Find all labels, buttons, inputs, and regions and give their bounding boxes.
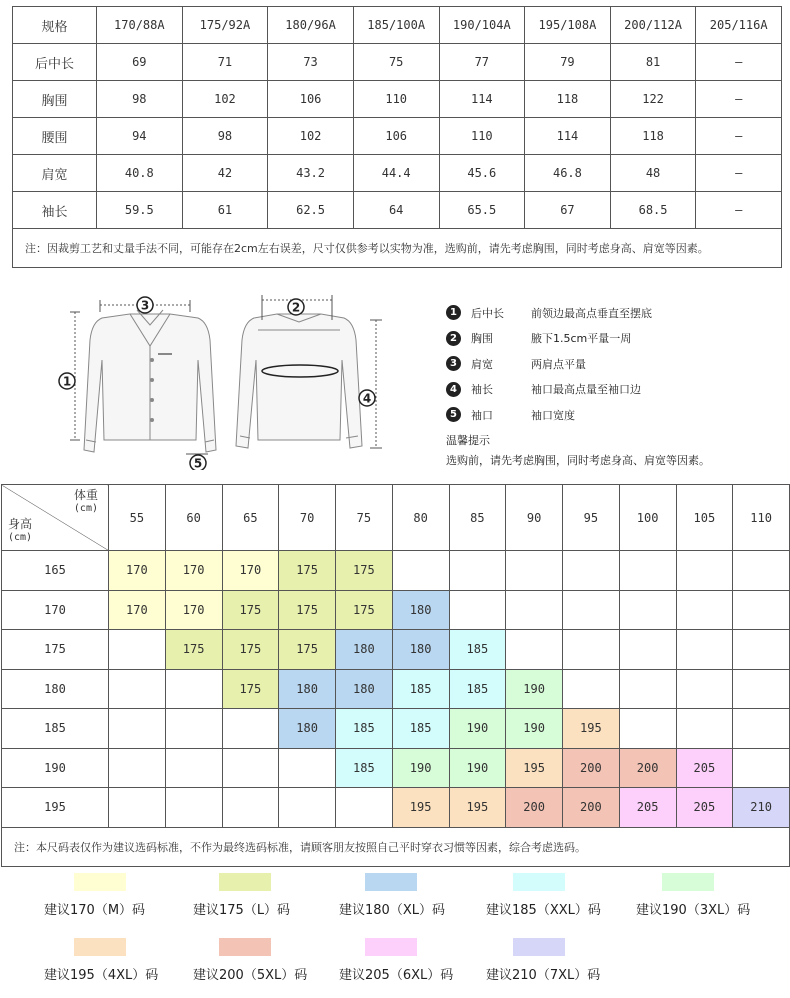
measure-cell: 65.5 xyxy=(439,192,525,229)
size-color-swatch xyxy=(365,938,417,956)
measure-cell: 102 xyxy=(182,81,268,118)
measurement-table xyxy=(12,6,782,268)
svg-text:5: 5 xyxy=(193,456,203,470)
size-cell: 205 xyxy=(619,788,676,828)
size-cell: 175 xyxy=(222,590,279,630)
legend-number-badge: 1 xyxy=(446,305,461,320)
size-color-swatch xyxy=(74,938,126,956)
size-spec-header: 180/96A xyxy=(268,7,354,44)
measure-cell: 73 xyxy=(268,44,354,81)
measure-cell: 77 xyxy=(439,44,525,81)
size-color-label: 建议205（6XL）码 xyxy=(339,968,454,983)
size-row xyxy=(2,709,790,749)
measure-cell: 67 xyxy=(525,192,611,229)
size-cell: 180 xyxy=(279,709,336,749)
size-cell: 175 xyxy=(279,551,336,591)
height-header: 170 xyxy=(2,590,109,630)
height-header: 165 xyxy=(2,551,109,591)
weight-header: 100 xyxy=(619,485,676,551)
legend-number-badge: 2 xyxy=(446,331,461,346)
measure-cell: 69 xyxy=(97,44,183,81)
size-row xyxy=(2,551,790,591)
size-cell: 205 xyxy=(676,788,733,828)
legend-number-badge: 4 xyxy=(446,382,461,397)
measure-cell: 43.2 xyxy=(268,155,354,192)
size-cell: 170 xyxy=(222,551,279,591)
front-shirt-drawing xyxy=(84,310,216,452)
legend-item xyxy=(446,326,652,352)
size-cell: 175 xyxy=(222,630,279,670)
measure-row-label: 腰围 xyxy=(13,118,97,155)
measure-cell: 106 xyxy=(268,81,354,118)
measure-cell: 71 xyxy=(182,44,268,81)
legend-description: 袖口最高点量至袖口边 xyxy=(531,383,641,397)
size-cell xyxy=(733,551,790,591)
size-cell: 185 xyxy=(449,669,506,709)
size-cell xyxy=(222,748,279,788)
legend-name: 后中长 xyxy=(471,306,504,320)
size-cell xyxy=(449,590,506,630)
measure-cell: 46.8 xyxy=(525,155,611,192)
size-cell: 195 xyxy=(392,788,449,828)
measure-row-label: 后中长 xyxy=(13,44,97,81)
size-cell xyxy=(733,709,790,749)
size-spec-header: 175/92A xyxy=(182,7,268,44)
size-cell xyxy=(733,669,790,709)
legend-description: 腋下1.5cm平量一周 xyxy=(531,332,632,346)
measure-cell: 42 xyxy=(182,155,268,192)
size-cell: 210 xyxy=(733,788,790,828)
measure-cell: 40.8 xyxy=(97,155,183,192)
marker-2 xyxy=(288,299,304,315)
size-row xyxy=(2,669,790,709)
measure-row xyxy=(13,192,782,229)
size-chart-note: 注：本尺码表仅作为建议选码标准，不作为最终选码标准，请顾客朋友按照自己平时穿衣习惯等因素，综合考虑选码。 xyxy=(2,827,790,866)
size-cell xyxy=(336,788,393,828)
legend-item xyxy=(446,300,652,326)
size-cell: 200 xyxy=(506,788,563,828)
svg-text:4: 4 xyxy=(362,391,372,406)
measure-cell: 59.5 xyxy=(97,192,183,229)
size-spec-header: 185/100A xyxy=(353,7,439,44)
weight-header: 105 xyxy=(676,485,733,551)
size-recommendation-table xyxy=(1,484,790,867)
size-cell: 205 xyxy=(676,748,733,788)
size-color-swatch xyxy=(513,938,565,956)
size-color-swatch xyxy=(219,938,271,956)
measure-cell: 64 xyxy=(353,192,439,229)
legend-item xyxy=(446,377,652,403)
size-cell xyxy=(676,590,733,630)
size-cell xyxy=(165,788,222,828)
size-color-swatch xyxy=(74,873,126,891)
size-spec-header: 170/88A xyxy=(97,7,183,44)
size-cell xyxy=(506,630,563,670)
legend-name: 胸围 xyxy=(471,332,493,346)
size-cell xyxy=(563,551,620,591)
weight-header: 75 xyxy=(336,485,393,551)
size-cell xyxy=(619,590,676,630)
size-color-label: 建议190（3XL）码 xyxy=(636,903,751,918)
legend-description: 前领边最高点垂直至摆底 xyxy=(531,306,652,320)
size-spec-header: 205/116A xyxy=(696,7,782,44)
marker-4 xyxy=(359,390,375,406)
marker-1 xyxy=(59,373,75,389)
measure-cell: 45.6 xyxy=(439,155,525,192)
measure-header-row xyxy=(13,7,782,44)
warm-tip-text: 选购前，请先考虑胸围，同时考虑身高、肩宽等因素。 xyxy=(446,454,710,467)
size-cell xyxy=(392,551,449,591)
measure-cell: 81 xyxy=(610,44,696,81)
size-cell: 170 xyxy=(109,551,166,591)
measure-cell: — xyxy=(696,44,782,81)
size-cell: 180 xyxy=(336,630,393,670)
measure-cell: 94 xyxy=(97,118,183,155)
height-axis-label: 身高 xyxy=(8,517,33,531)
weight-header: 110 xyxy=(733,485,790,551)
height-header: 195 xyxy=(2,788,109,828)
legend-name: 肩宽 xyxy=(471,357,493,371)
size-cell: 190 xyxy=(392,748,449,788)
measure-cell: 122 xyxy=(610,81,696,118)
size-cell xyxy=(165,748,222,788)
warm-tip-title: 温馨提示 xyxy=(446,434,490,447)
size-cell: 175 xyxy=(279,630,336,670)
size-color-label: 建议170（M）码 xyxy=(44,903,146,918)
measure-cell: 118 xyxy=(525,81,611,118)
size-color-label: 建议200（5XL）码 xyxy=(193,968,308,983)
size-cell: 170 xyxy=(165,590,222,630)
size-color-label: 建议175（L）码 xyxy=(193,903,291,918)
size-color-label: 建议210（7XL）码 xyxy=(486,968,601,983)
measure-cell: 44.4 xyxy=(353,155,439,192)
size-cell: 185 xyxy=(392,709,449,749)
axis-corner-cell xyxy=(2,485,109,551)
measure-row xyxy=(13,81,782,118)
weight-header: 80 xyxy=(392,485,449,551)
size-cell xyxy=(506,551,563,591)
size-row xyxy=(2,630,790,670)
size-cell: 190 xyxy=(449,748,506,788)
measure-cell: 98 xyxy=(182,118,268,155)
measure-cell: 68.5 xyxy=(610,192,696,229)
legend-description: 袖口宽度 xyxy=(531,408,575,422)
size-color-label: 建议180（XL）码 xyxy=(339,903,445,918)
size-cell xyxy=(506,590,563,630)
size-cell xyxy=(676,551,733,591)
weight-header: 95 xyxy=(563,485,620,551)
size-color-swatch xyxy=(662,873,714,891)
size-spec-header: 200/112A xyxy=(610,7,696,44)
size-cell: 170 xyxy=(165,551,222,591)
measure-cell: — xyxy=(696,192,782,229)
size-cell xyxy=(733,590,790,630)
legend-item xyxy=(446,351,652,377)
size-cell xyxy=(109,748,166,788)
size-cell: 190 xyxy=(506,669,563,709)
size-cell: 185 xyxy=(449,630,506,670)
size-cell: 175 xyxy=(222,669,279,709)
measure-cell: 110 xyxy=(439,118,525,155)
size-cell: 175 xyxy=(336,590,393,630)
weight-header: 85 xyxy=(449,485,506,551)
svg-text:2: 2 xyxy=(291,300,301,315)
size-cell xyxy=(619,551,676,591)
size-cell: 200 xyxy=(619,748,676,788)
size-cell: 190 xyxy=(449,709,506,749)
weight-header: 70 xyxy=(279,485,336,551)
measure-cell: 114 xyxy=(525,118,611,155)
size-cell xyxy=(109,709,166,749)
size-cell xyxy=(279,788,336,828)
size-cell xyxy=(619,709,676,749)
size-cell xyxy=(676,709,733,749)
measure-cell: — xyxy=(696,81,782,118)
measure-row-label: 袖长 xyxy=(13,192,97,229)
size-cell xyxy=(619,630,676,670)
measure-row xyxy=(13,118,782,155)
measure-cell: — xyxy=(696,155,782,192)
weight-header: 55 xyxy=(109,485,166,551)
size-color-swatch xyxy=(365,873,417,891)
marker-5 xyxy=(190,455,206,470)
size-cell xyxy=(563,669,620,709)
size-cell: 195 xyxy=(506,748,563,788)
back-shirt-drawing xyxy=(236,314,362,448)
measure-cell: 75 xyxy=(353,44,439,81)
size-cell: 185 xyxy=(336,748,393,788)
size-cell xyxy=(109,788,166,828)
size-color-swatch xyxy=(513,873,565,891)
measure-cell: 114 xyxy=(439,81,525,118)
measure-cell: 110 xyxy=(353,81,439,118)
size-row xyxy=(2,748,790,788)
legend-number-badge: 5 xyxy=(446,407,461,422)
size-header-row xyxy=(2,485,790,551)
measure-cell: 79 xyxy=(525,44,611,81)
size-cell: 180 xyxy=(336,669,393,709)
weight-unit: (cm) xyxy=(73,503,98,514)
measure-cell: 118 xyxy=(610,118,696,155)
size-cell: 180 xyxy=(392,630,449,670)
size-cell: 195 xyxy=(563,709,620,749)
size-cell xyxy=(222,788,279,828)
size-cell xyxy=(165,709,222,749)
size-cell xyxy=(109,630,166,670)
measure-cell: 48 xyxy=(610,155,696,192)
size-cell xyxy=(676,669,733,709)
measure-cell: 62.5 xyxy=(268,192,354,229)
size-cell xyxy=(563,630,620,670)
measure-row xyxy=(13,44,782,81)
warm-tip xyxy=(446,431,710,471)
height-header: 175 xyxy=(2,630,109,670)
size-cell xyxy=(733,748,790,788)
height-header: 185 xyxy=(2,709,109,749)
weight-header: 65 xyxy=(222,485,279,551)
legend-number-badge: 3 xyxy=(446,356,461,371)
legend-item xyxy=(446,402,652,428)
measure-row-label: 肩宽 xyxy=(13,155,97,192)
measurement-legend xyxy=(446,300,652,428)
size-cell xyxy=(279,748,336,788)
size-spec-header: 190/104A xyxy=(439,7,525,44)
size-color-label: 建议185（XXL）码 xyxy=(486,903,601,918)
measure-row xyxy=(13,155,782,192)
size-cell: 175 xyxy=(336,551,393,591)
size-color-swatch xyxy=(219,873,271,891)
weight-header: 90 xyxy=(506,485,563,551)
size-cell xyxy=(222,709,279,749)
spec-header: 规格 xyxy=(13,7,97,44)
size-cell xyxy=(619,669,676,709)
size-spec-header: 195/108A xyxy=(525,7,611,44)
legend-name: 袖长 xyxy=(471,383,493,397)
size-cell xyxy=(449,551,506,591)
size-cell: 170 xyxy=(109,590,166,630)
size-cell xyxy=(165,669,222,709)
measure-cell: — xyxy=(696,118,782,155)
svg-text:3: 3 xyxy=(140,298,150,313)
svg-text:1: 1 xyxy=(62,374,72,389)
size-cell xyxy=(563,590,620,630)
size-cell xyxy=(109,669,166,709)
size-row xyxy=(2,590,790,630)
size-cell xyxy=(733,630,790,670)
measure-note: 注：因裁剪工艺和丈量手法不同，可能存在2cm左右误差，尺寸仅供参考以实物为准，选购前，请先考虑胸围，同时考虑身高、肩宽等因素。 xyxy=(13,229,782,268)
measure-cell: 61 xyxy=(182,192,268,229)
legend-description: 两肩点平量 xyxy=(531,357,586,371)
size-cell: 200 xyxy=(563,788,620,828)
size-color-label: 建议195（4XL）码 xyxy=(44,968,159,983)
size-cell: 175 xyxy=(165,630,222,670)
legend-name: 袖口 xyxy=(471,408,493,422)
size-cell: 200 xyxy=(563,748,620,788)
size-cell: 185 xyxy=(336,709,393,749)
measure-cell: 98 xyxy=(97,81,183,118)
size-cell: 190 xyxy=(506,709,563,749)
measure-cell: 102 xyxy=(268,118,354,155)
size-row xyxy=(2,788,790,828)
height-unit: (cm) xyxy=(8,532,33,543)
size-cell: 180 xyxy=(392,590,449,630)
size-cell: 185 xyxy=(392,669,449,709)
size-cell: 180 xyxy=(279,669,336,709)
size-cell: 175 xyxy=(279,590,336,630)
height-header: 180 xyxy=(2,669,109,709)
size-cell: 195 xyxy=(449,788,506,828)
height-header: 190 xyxy=(2,748,109,788)
weight-header: 60 xyxy=(165,485,222,551)
weight-axis-label: 体重 xyxy=(73,488,98,502)
measure-row-label: 胸围 xyxy=(13,81,97,118)
measure-cell: 106 xyxy=(353,118,439,155)
marker-3 xyxy=(137,297,153,313)
size-cell xyxy=(676,630,733,670)
